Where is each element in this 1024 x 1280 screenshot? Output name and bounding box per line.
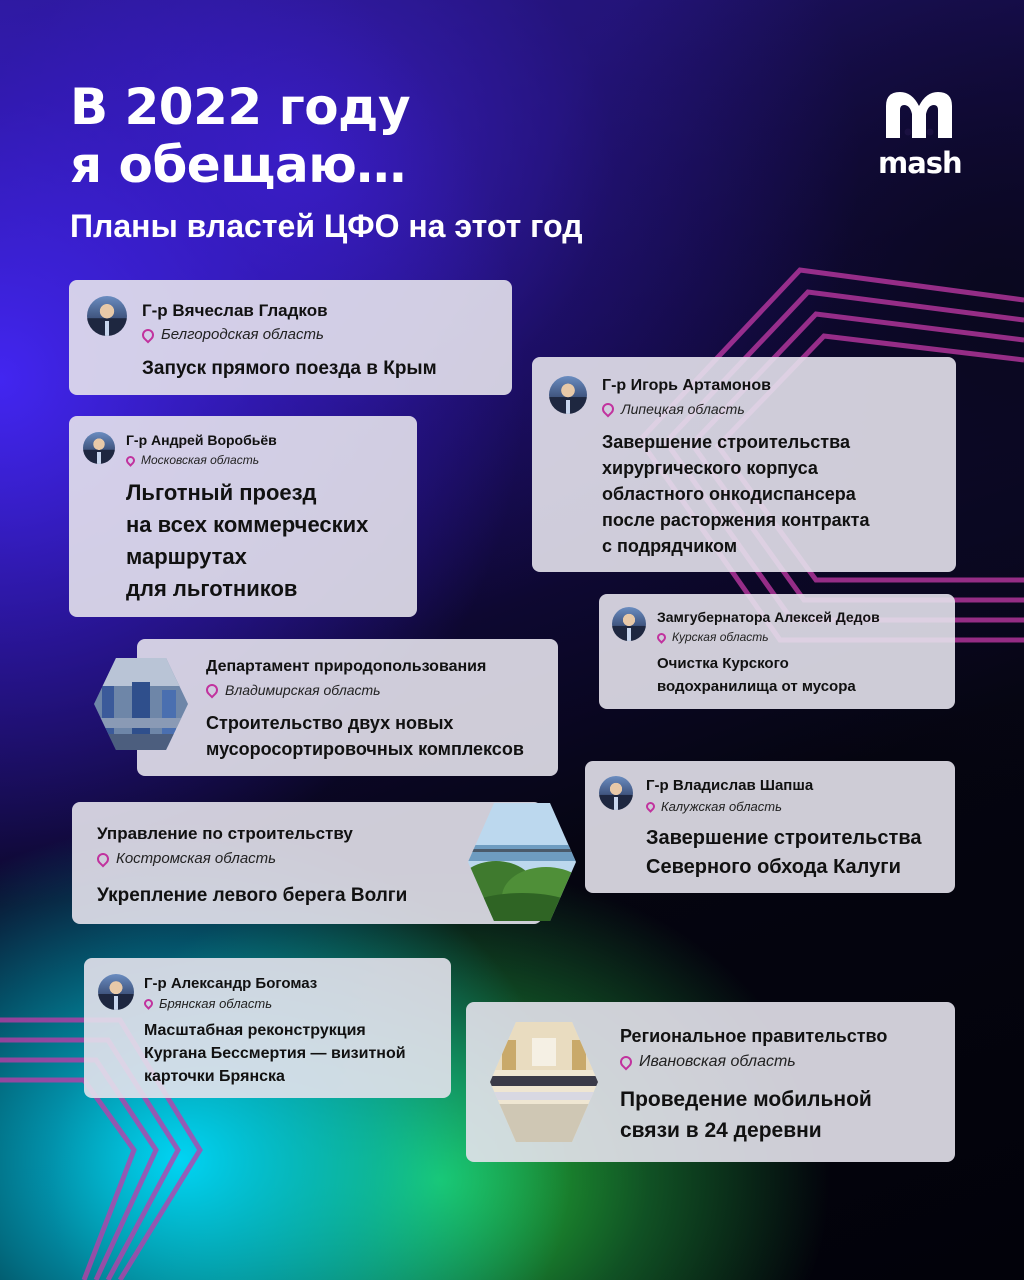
department-name: Департамент природопользования (206, 658, 487, 675)
promise-line: Кургана Бессмертия — визитной (144, 1045, 406, 1062)
region-label (144, 996, 272, 1011)
official-name: Г-р Александр Богомаз (144, 975, 318, 992)
region-label (602, 401, 745, 417)
promise-line: Завершение строительства (602, 432, 850, 452)
mash-logo-icon (878, 88, 960, 148)
official-name: Г-р Андрей Воробьёв (126, 432, 277, 448)
promise-line: маршрутах (126, 544, 247, 569)
region-label (657, 630, 769, 644)
department-name: Управление по строительству (97, 824, 353, 843)
location-pin-icon (644, 800, 657, 813)
promise-line: карточки Брянска (144, 1068, 285, 1085)
official-name: Г-р Игорь Артамонов (602, 377, 771, 394)
government-meeting-hall-photo (488, 1020, 600, 1144)
department-name: Региональное правительство (620, 1026, 888, 1046)
location-pin-icon (142, 997, 155, 1010)
region-text: Московская область (141, 453, 260, 467)
subheadline: Планы властей ЦФО на этот год (70, 208, 583, 244)
promise-line: Строительство двух новых (206, 713, 454, 733)
avatar (599, 776, 633, 810)
promise-card-shapsha (585, 761, 955, 893)
promise-line: Масштабная реконструкция (144, 1022, 366, 1039)
promise-line: Очистка Курского (657, 655, 789, 672)
promise-card-vorobyov (69, 416, 417, 617)
promise-line: хирургического корпуса (602, 458, 818, 478)
promise-card-bogomaz (84, 958, 451, 1098)
promise-line: областного онкодиспансера (602, 484, 856, 504)
waste-sorting-plant-photo (92, 656, 190, 752)
promise-text: Запуск прямого поезда в Крым (142, 358, 437, 379)
promise-line: для льготников (126, 576, 298, 601)
region-label (646, 799, 782, 814)
promise-card-vladimir (137, 639, 558, 776)
promise-line: Северного обхода Калуги (646, 856, 901, 878)
headline (70, 78, 410, 194)
promise-line: на всех коммерческих (126, 512, 369, 537)
location-pin-icon (204, 682, 221, 699)
promise-card-gladkov (69, 280, 512, 395)
avatar (612, 607, 646, 641)
promise-line: Завершение строительства (646, 827, 922, 849)
headline-line-2: я обещаю… (70, 136, 406, 194)
location-pin-icon (618, 1054, 635, 1071)
mash-logo-word: mash (878, 146, 962, 180)
official-name: Г-р Владислав Шапша (646, 777, 814, 794)
region-label (620, 1053, 796, 1071)
promise-line: Льготный проезд (126, 480, 317, 505)
official-name: Замгубернатора Алексей Дедов (657, 609, 880, 625)
region-text: Курская область (672, 630, 769, 644)
region-label (97, 850, 276, 867)
promise-text: Укрепление левого берега Волги (97, 885, 408, 906)
promise-line: мусоросортировочных комплексов (206, 739, 524, 759)
headline-line-1: В 2022 году (70, 78, 411, 136)
promise-line: водохранилища от мусора (657, 678, 856, 695)
volga-riverbank-photo (466, 801, 578, 923)
promise-line: связи в 24 деревни (620, 1119, 822, 1142)
region-text: Ивановская область (639, 1053, 796, 1070)
avatar (549, 376, 587, 414)
official-name: Г-р Вячеслав Гладков (142, 301, 328, 320)
region-label (126, 453, 259, 467)
promise-line: после расторжения контракта (602, 510, 870, 530)
region-text: Белгородская область (161, 326, 324, 343)
avatar (98, 974, 134, 1010)
promise-line: с подрядчиком (602, 536, 738, 556)
promise-line: Проведение мобильной (620, 1088, 872, 1111)
region-text: Костромская область (116, 850, 277, 867)
region-label (206, 682, 381, 698)
region-text: Владимирская область (225, 682, 381, 698)
region-text: Липецкая область (621, 401, 745, 417)
location-pin-icon (124, 454, 137, 467)
location-pin-icon (95, 850, 112, 867)
avatar (83, 432, 115, 464)
location-pin-icon (140, 326, 157, 343)
promise-card-dedov (599, 594, 955, 709)
location-pin-icon (600, 401, 617, 418)
region-text: Калужская область (661, 799, 782, 814)
promise-card-artamonov (532, 357, 956, 572)
location-pin-icon (655, 631, 668, 644)
region-label (142, 326, 324, 343)
region-text: Брянская область (159, 996, 273, 1011)
avatar (87, 296, 127, 336)
mash-logo (878, 88, 960, 180)
